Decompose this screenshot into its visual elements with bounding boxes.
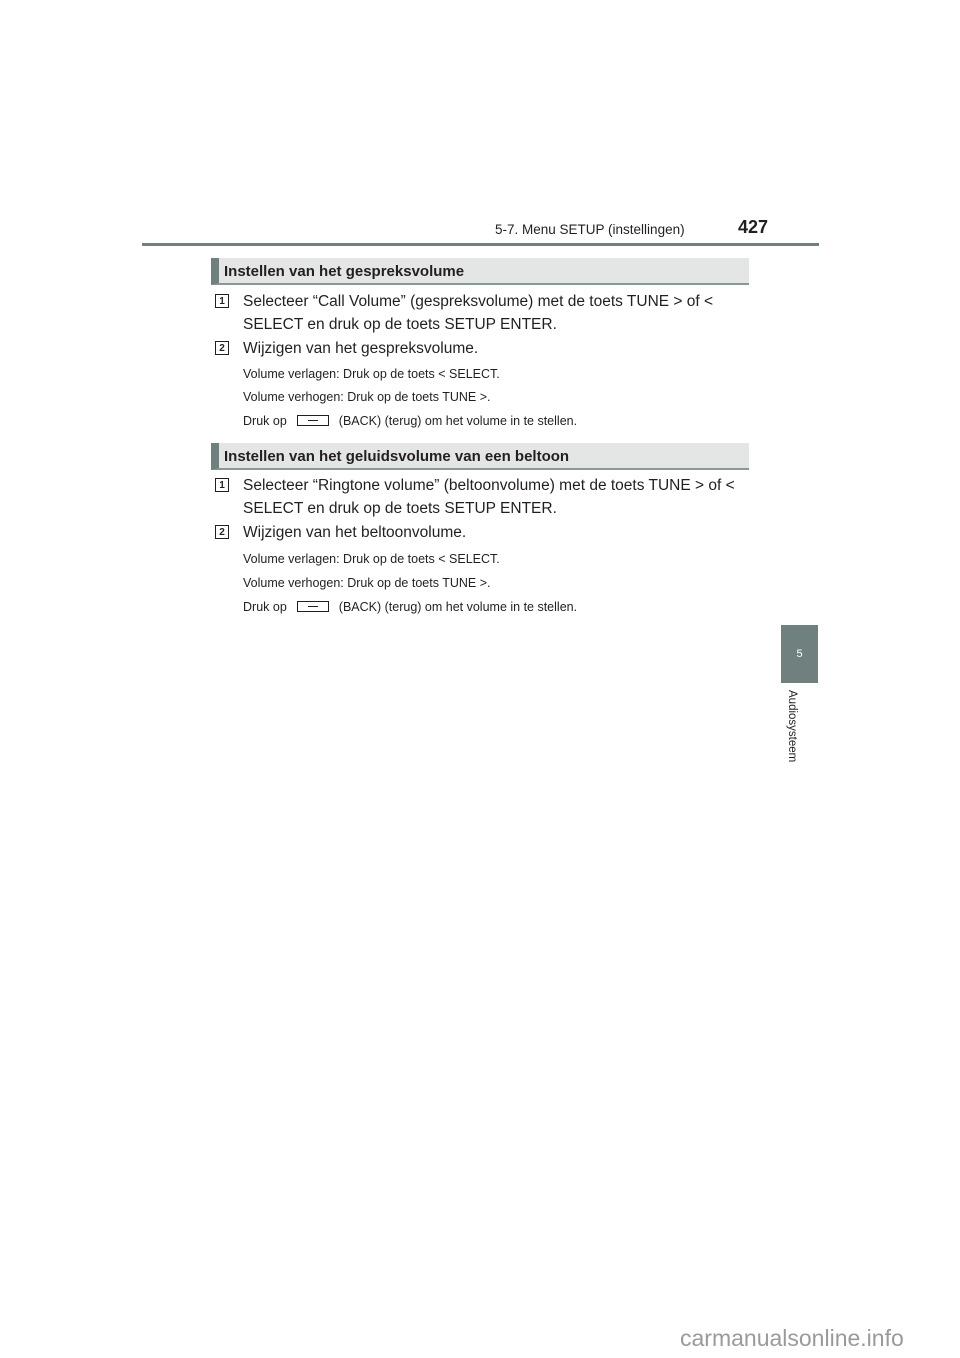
section-title: Instellen van het geluidsvolume van een beltoon xyxy=(224,448,570,465)
step-text: Wijzigen van het beltoonvolume. xyxy=(243,524,467,541)
watermark: carmanualsonline.info xyxy=(680,1325,904,1351)
note-back xyxy=(243,414,577,428)
step-text: Selecteer “Ringtone volume” (beltoonvolume) met de toets TUNE > of < SELECT en druk op de toets SETUP ENTER. xyxy=(243,477,735,517)
note-decrease: Volume verlagen: Druk op de toets < SELECT. xyxy=(243,552,500,566)
chapter-tab: 5 xyxy=(781,625,818,683)
step-item xyxy=(215,474,755,520)
note-back-prefix: Druk op xyxy=(243,414,287,428)
header-rule xyxy=(142,243,819,246)
step-text: Selecteer “Call Volume” (gespreksvolume) met de toets TUNE > of < SELECT en druk op de toets SETUP ENTER. xyxy=(243,293,714,333)
step-number-badge: 2 xyxy=(215,341,229,355)
back-button-icon xyxy=(297,601,329,612)
note-back-suffix: (BACK) (terug) om het volume in te stellen. xyxy=(338,600,578,614)
section-title: Instellen van het gespreksvolume xyxy=(224,263,465,280)
section-heading xyxy=(211,258,749,285)
back-button-icon xyxy=(297,415,329,426)
step-item xyxy=(215,290,755,336)
step-number-badge: 1 xyxy=(215,478,229,492)
note-increase: Volume verhogen: Druk op de toets TUNE >. xyxy=(243,576,491,590)
step-item xyxy=(215,521,755,544)
page-header-title: 5-7. Menu SETUP (instellingen) xyxy=(495,222,685,237)
note-decrease: Volume verlagen: Druk op de toets < SELECT. xyxy=(243,367,500,381)
step-item xyxy=(215,337,755,360)
note-back xyxy=(243,600,577,614)
note-back-suffix: (BACK) (terug) om het volume in te stellen. xyxy=(338,414,578,428)
chapter-label: Audiosysteem xyxy=(786,690,798,763)
note-back-prefix: Druk op xyxy=(243,600,287,614)
step-number-badge: 2 xyxy=(215,525,229,539)
step-text: Wijzigen van het gespreksvolume. xyxy=(243,340,479,357)
section-heading xyxy=(211,443,749,470)
page-number: 427 xyxy=(738,217,769,237)
step-number-badge: 1 xyxy=(215,294,229,308)
note-increase: Volume verhogen: Druk op de toets TUNE >. xyxy=(243,390,491,404)
